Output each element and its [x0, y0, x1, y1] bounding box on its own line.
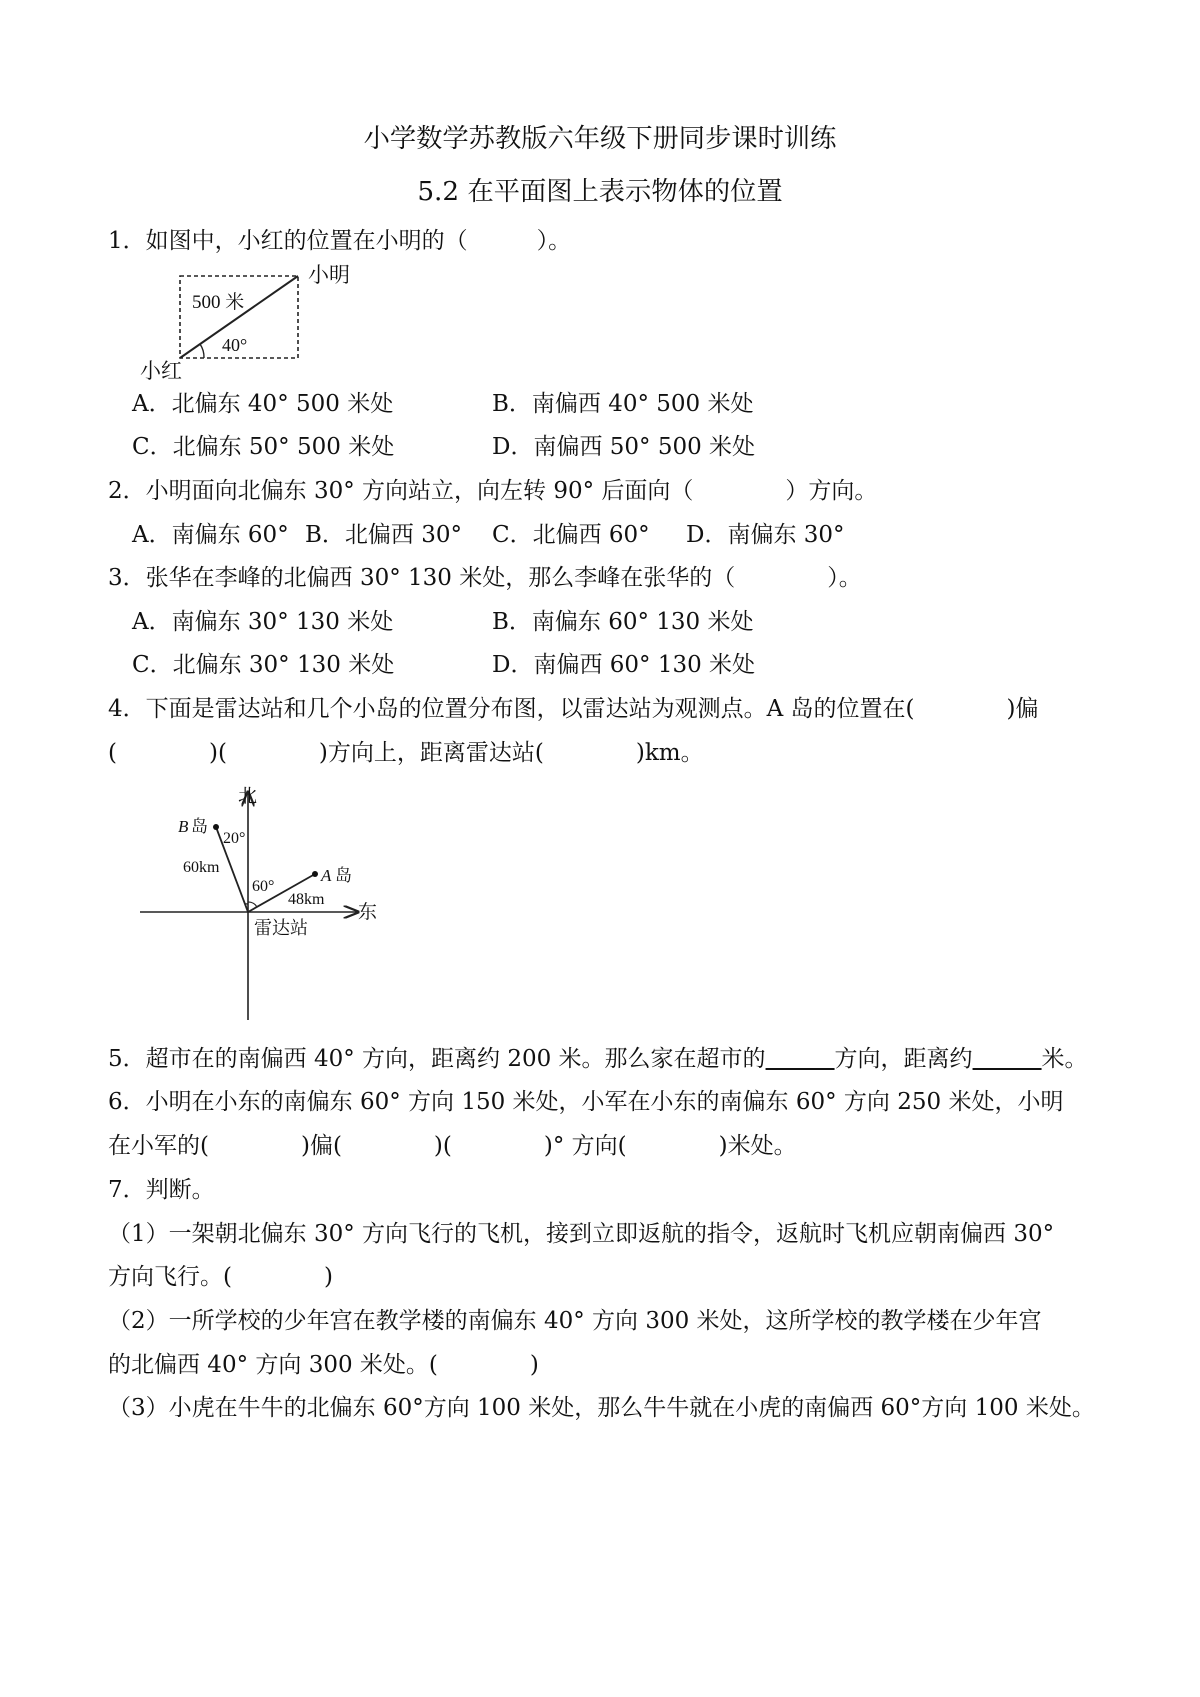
label-a-angle: 60°	[252, 878, 275, 895]
label-b-island: 岛	[191, 817, 208, 836]
q4-stem-line1: 4．下面是雷达站和几个小岛的位置分布图，以雷达站为观测点。A 岛的位置在( )偏	[108, 696, 1039, 722]
q7-stem: 7．判断。	[108, 1177, 215, 1203]
q3-option-c: C．北偏东 30° 130 米处	[132, 652, 395, 678]
q1-option-a: A．北偏东 40° 500 米处	[132, 391, 394, 417]
q2-option-d: D．南偏东 30°	[686, 522, 845, 548]
label-radar-station: 雷达站	[254, 918, 308, 938]
q1-label-xiaoming: 小明	[308, 263, 350, 287]
q5-blank-direction	[766, 1046, 835, 1072]
q4-stem-line2: ( )( )方向上，距离雷达站( )km。	[108, 740, 704, 766]
q5-blank-distance	[973, 1046, 1042, 1072]
q4-radar-figure	[130, 780, 400, 1030]
worksheet-title: 小学数学苏教版六年级下册同步课时训练	[363, 124, 837, 154]
label-a-letter: A	[321, 866, 332, 885]
q1-label-distance: 500 米	[192, 292, 245, 313]
q6-stem-line1: 6．小明在小东的南偏东 60° 方向 150 米处，小军在小东的南偏东 60° 方向 250 米处，小明	[108, 1089, 1064, 1115]
q1-stem: 1．如图中，小红的位置在小明的（ ）。	[108, 228, 572, 254]
q1-label-xiaohong: 小红	[140, 359, 182, 383]
q1-angle-arc	[200, 344, 204, 358]
q7-item2-line1: （2）一所学校的少年宫在教学楼的南偏东 40° 方向 300 米处，这所学校的教学楼在少年宫	[108, 1308, 1042, 1334]
label-b-distance: 60km	[183, 859, 220, 876]
q1-option-d: D．南偏西 50° 500 米处	[492, 434, 756, 460]
label-east: 东	[358, 902, 378, 923]
a-angle-arc	[248, 902, 257, 907]
label-b-angle: 20°	[223, 830, 246, 847]
b-island-point	[213, 824, 219, 830]
q7-item2-line2: 的北偏西 40° 方向 300 米处。( )	[108, 1352, 539, 1378]
q2-stem: 2．小明面向北偏东 30° 方向站立，向左转 90° 后面向（ ）方向。	[108, 478, 878, 504]
q7-item1-line1: （1）一架朝北偏东 30° 方向飞行的飞机，接到立即返航的指令，返航时飞机应朝南偏西 30°	[108, 1221, 1055, 1247]
q7-item3-line1: （3）小虎在牛牛的北偏东 60°方向 100 米处，那么牛牛就在小虎的南偏西 60°方向 100 米处。	[108, 1395, 1095, 1421]
q5-text-part2: 方向，距离约	[834, 1046, 973, 1072]
section-subtitle: 5.2 在平面图上表示物体的位置	[417, 177, 783, 207]
label-a-island: 岛	[335, 866, 352, 885]
q3-option-a: A．南偏东 30° 130 米处	[132, 609, 394, 635]
q2-option-b: B．北偏西 30°	[305, 522, 462, 548]
label-b-letter: B	[178, 817, 189, 836]
q2-option-a: A．南偏东 60°	[132, 522, 289, 548]
q7-item1-line2: 方向飞行。( )	[108, 1264, 333, 1290]
q1-label-angle: 40°	[222, 335, 248, 355]
q3-option-d: D．南偏西 60° 130 米处	[492, 652, 756, 678]
q3-stem: 3．张华在李峰的北偏西 30° 130 米处，那么李峰在张华的（ ）。	[108, 565, 862, 591]
q1-option-b: B．南偏西 40° 500 米处	[492, 391, 754, 417]
q3-option-b: B．南偏东 60° 130 米处	[492, 609, 754, 635]
q1-option-c: C．北偏东 50° 500 米处	[132, 434, 395, 460]
q5-text-part3: 米。	[1041, 1046, 1088, 1072]
q6-stem-line2: 在小军的( )偏( )( )° 方向( )米处。	[108, 1133, 797, 1159]
q5-text-part1: 5．超市在的南偏西 40° 方向，距离约 200 米。那么家在超市的	[108, 1046, 766, 1072]
q1-figure	[130, 258, 370, 388]
q2-option-c: C．北偏西 60°	[492, 522, 650, 548]
label-a-distance: 48km	[288, 891, 325, 908]
label-north: 北	[238, 786, 258, 807]
a-island-point	[312, 871, 318, 877]
q5-stem	[108, 1044, 1088, 1074]
